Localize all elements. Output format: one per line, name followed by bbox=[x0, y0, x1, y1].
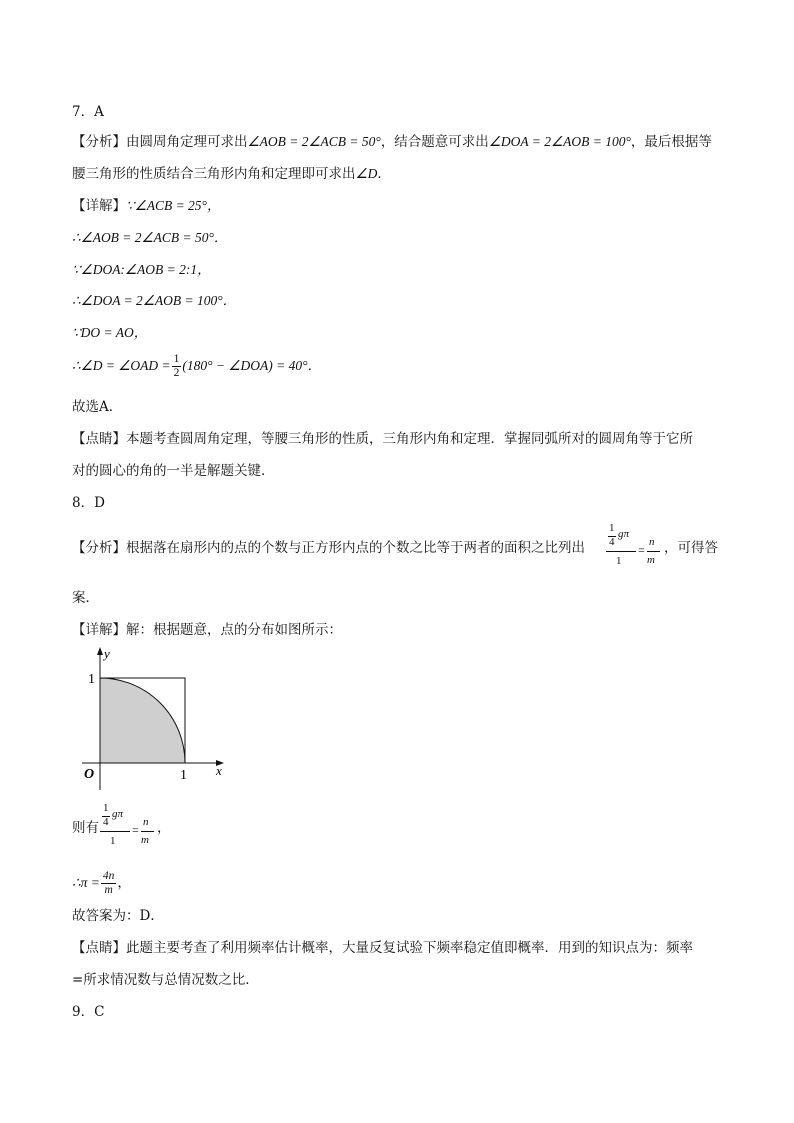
q8-analysis-line1 bbox=[72, 538, 585, 558]
q7-step-4: ∴∠DOA = 2∠AOB = 100°． bbox=[72, 293, 237, 308]
analysis-text: ． bbox=[377, 166, 391, 182]
quarter-circle-figure bbox=[72, 644, 232, 794]
q7-comment-line1 bbox=[72, 429, 693, 449]
main-denominator: 1 bbox=[110, 835, 116, 847]
main-fraction-bar bbox=[100, 831, 130, 832]
analysis-text: 由圆周角定理可求出 bbox=[126, 134, 248, 150]
q9-header: 9．C bbox=[72, 1004, 105, 1020]
q8-answer: 故答案为：D． bbox=[72, 908, 164, 924]
origin-label: O bbox=[84, 767, 95, 782]
q7-comment-line2: 对的圆心的角的一半是解题关键． bbox=[72, 463, 275, 479]
equals-sign: = bbox=[132, 823, 139, 837]
punctuation: ， bbox=[117, 875, 131, 891]
quarter-denominator: 4 bbox=[103, 816, 109, 828]
fraction-numerator: 4n bbox=[102, 870, 115, 882]
math-expression: ∠DOA = 2∠AOB = 100° bbox=[488, 134, 631, 149]
comment-text: 本题考查圆周角定理，等腰三角形的性质，三角形内角和定理．掌握同弧所对的圆周角等于它所 bbox=[126, 431, 693, 447]
q7-header: 7．A bbox=[72, 104, 104, 120]
quarter-denominator: 4 bbox=[609, 536, 615, 548]
q8-pi-line bbox=[72, 870, 131, 897]
q7-analysis-line1 bbox=[72, 132, 712, 152]
equals-sign: = bbox=[638, 543, 645, 557]
math-step: ∴π = bbox=[72, 875, 100, 890]
q8-then-prefix: 则有 bbox=[72, 820, 99, 836]
q8-comment-line1 bbox=[72, 938, 693, 958]
analysis-text: 根据落在扇形内的点的个数与正方形内点的个数之比等于两者的面积之比列出 bbox=[126, 540, 585, 556]
analysis-text: 腰三角形的性质结合三角形内角和定理即可求出 bbox=[72, 166, 356, 182]
math-step: ∴∠D = ∠OAD = bbox=[72, 358, 171, 373]
q7-choose: 故选A． bbox=[72, 399, 123, 415]
n-numerator: n bbox=[143, 816, 149, 828]
math-step: ∵∠ACB = 25°， bbox=[126, 198, 221, 213]
comment-tag: 【点睛】 bbox=[72, 940, 126, 956]
nm-fraction-bar bbox=[141, 831, 154, 832]
q7-step-2: ∴∠AOB = 2∠ACB = 50°． bbox=[72, 230, 228, 245]
m-denominator: m bbox=[141, 834, 149, 846]
q8-analysis-line2: 案． bbox=[72, 590, 99, 606]
main-denominator: 1 bbox=[616, 555, 622, 567]
x-axis-label: x bbox=[216, 763, 222, 778]
detail-tag: 【详解】 bbox=[72, 198, 126, 214]
m-denominator: m bbox=[647, 554, 655, 566]
x-tick-label: 1 bbox=[180, 768, 187, 783]
q8-then-fraction bbox=[100, 802, 156, 854]
fraction-numerator: 1 bbox=[173, 353, 180, 365]
q7-analysis-line2 bbox=[72, 164, 391, 184]
fraction-4n-m bbox=[101, 870, 117, 897]
fraction-half bbox=[172, 353, 182, 380]
detail-tag: 【详解】 bbox=[72, 622, 126, 638]
main-fraction-bar bbox=[606, 551, 636, 552]
n-numerator: n bbox=[649, 536, 655, 548]
nm-fraction-bar bbox=[647, 551, 660, 552]
math-expression: ∠D bbox=[355, 166, 378, 181]
comment-tag: 【点睛】 bbox=[72, 431, 126, 447]
analysis-tag: 【分析】 bbox=[72, 134, 126, 150]
analysis-text: ，结合题意可求出 bbox=[380, 134, 489, 150]
y-axis-label: y bbox=[104, 646, 110, 661]
analysis-text: ，最后根据等 bbox=[630, 134, 712, 150]
detail-text: 解：根据题意，点的分布如图所示： bbox=[126, 622, 342, 638]
y-axis-arrow-icon bbox=[97, 647, 103, 655]
q8-detail-line1 bbox=[72, 620, 342, 640]
pi-term: gπ bbox=[112, 808, 124, 820]
q8-analysis-tail: ，可得答 bbox=[664, 540, 718, 556]
q7-detail-line1 bbox=[72, 196, 220, 216]
fraction-denominator: 2 bbox=[173, 367, 180, 379]
quarter-numerator: 1 bbox=[609, 522, 615, 534]
q8-then-suffix: ， bbox=[157, 820, 171, 836]
math-step: (180° − ∠DOA) = 40°． bbox=[182, 358, 321, 373]
shaded-sector bbox=[100, 678, 185, 763]
fraction-denominator: m bbox=[104, 884, 113, 896]
math-expression: ∠AOB = 2∠ACB = 50° bbox=[247, 134, 381, 149]
quarter-numerator: 1 bbox=[103, 802, 109, 814]
q8-comment-line2: =所求情况数与总情况数之比． bbox=[72, 972, 259, 988]
q7-step-6 bbox=[72, 353, 321, 380]
comment-text: 此题主要考查了利用频率估计概率，大量反复试验下频率稳定值即概率．用到的知识点为：频率 bbox=[126, 940, 693, 956]
pi-term: gπ bbox=[618, 528, 630, 540]
analysis-tag: 【分析】 bbox=[72, 540, 126, 556]
y-tick-label: 1 bbox=[88, 672, 95, 687]
q7-step-3: ∵∠DOA:∠AOB = 2:1， bbox=[72, 262, 211, 277]
q8-header: 8．D bbox=[72, 495, 105, 511]
q8-analysis-fraction bbox=[606, 522, 662, 574]
q7-step-5: ∵DO = AO， bbox=[72, 325, 148, 340]
